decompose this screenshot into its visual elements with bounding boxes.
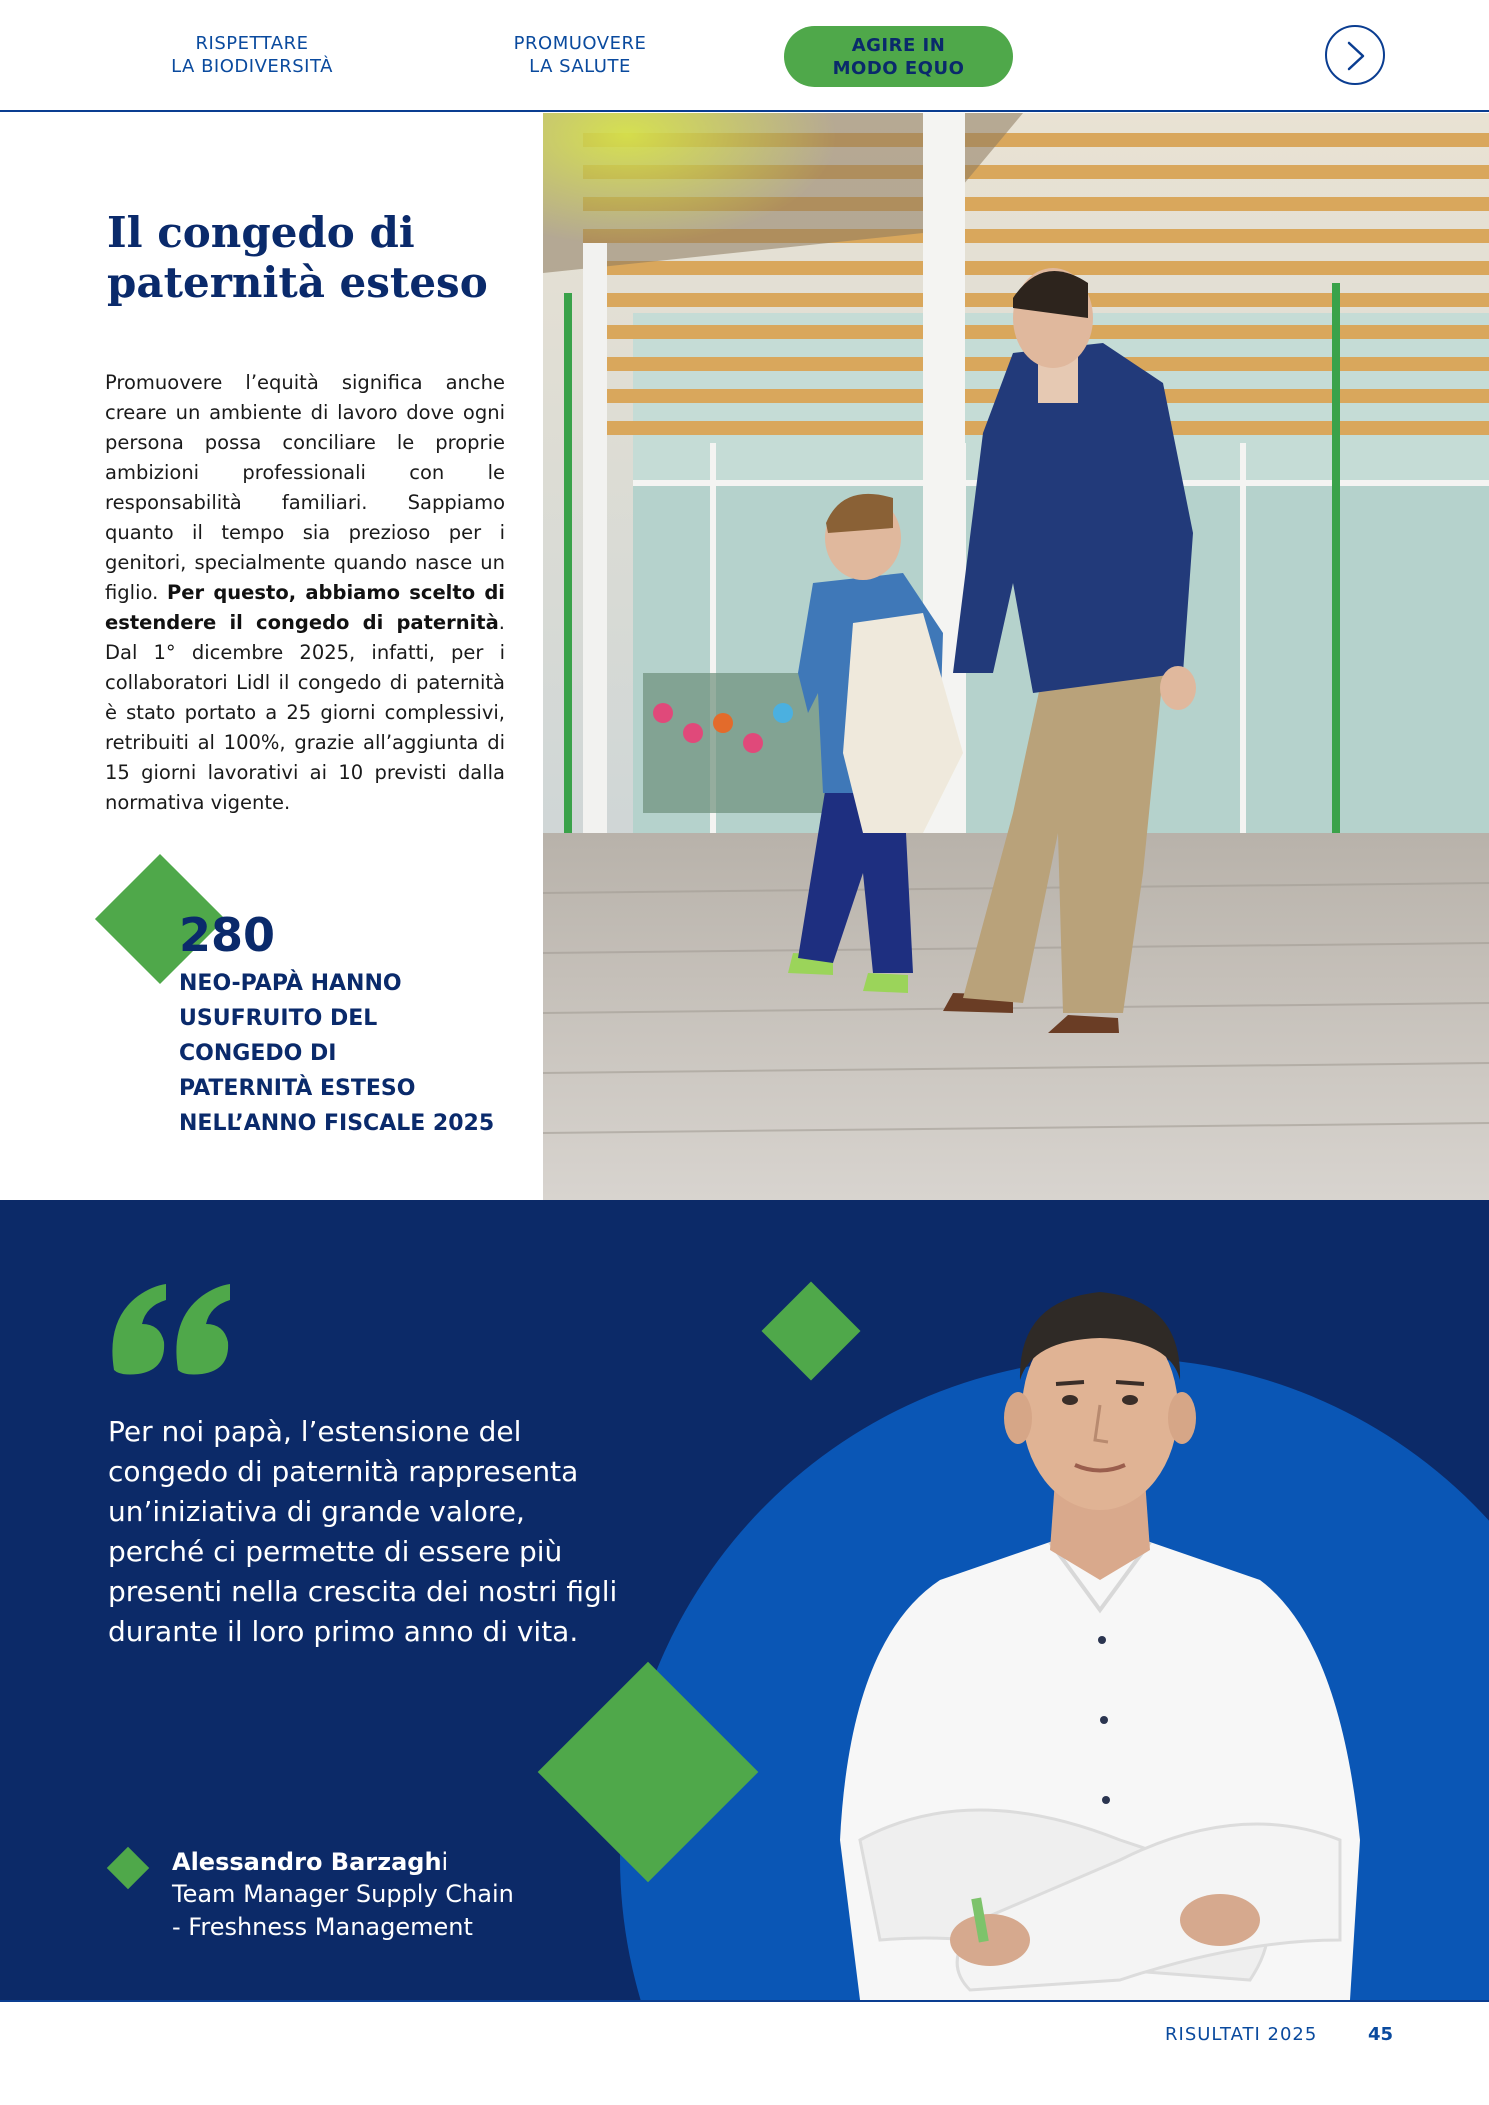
father-son-illustration [543, 113, 1489, 1200]
top-navigation [0, 0, 1489, 112]
body-text-part: Promuovere l’equità significa anche creare un ambiente di lavoro dove ogni persona possa conciliare le proprie ambizioni professionali con le responsabilità familiari. Sappiamo quanto il tempo sia prezioso per i genitori, specialmente quando nasce un figlio. [105, 371, 505, 604]
nav-tab-biodiversity[interactable] [122, 32, 382, 78]
stat-label-line: NEO-PAPÀ HANNO [179, 971, 402, 996]
quote-section [0, 1200, 1489, 2000]
article-body [105, 368, 505, 818]
stat-label-line: USUFRUITO DEL [179, 1006, 378, 1031]
nav-tab-line: PROMUOVERE [513, 33, 647, 54]
author-name [172, 1846, 448, 1878]
page-number: 45 [1368, 2024, 1394, 2045]
author-diamond-decoration [107, 1847, 149, 1889]
quote-line: congedo di paternità rappresenta [108, 1455, 579, 1488]
quote-line: perché ci permette di essere più [108, 1535, 563, 1568]
nav-tab-equity-active[interactable] [784, 26, 1013, 87]
author-name-rest: i [441, 1848, 449, 1876]
stat-label-line: PATERNITÀ ESTESO [179, 1076, 416, 1101]
father-son-photo [543, 113, 1489, 1200]
body-text-part: . Dal 1° dicembre 2025, infatti, per i collaboratori Lidl il congedo di paternità è stato portato a 25 giorni complessivi, retribuiti al 100%, grazie all’aggiunta di 15 giorni lavorativi ai 10 previsti dalla normativa vigente. [105, 611, 505, 814]
quote-line: Per noi papà, l’estensione del [108, 1415, 522, 1448]
stat-label-line: NELL’ANNO FISCALE 2025 [179, 1111, 495, 1136]
nav-tab-line: LA BIODIVERSITÀ [171, 56, 333, 77]
quote-line: un’iniziativa di grande valore, [108, 1495, 525, 1528]
author-name-bold: Alessandro Barzagh [172, 1848, 442, 1876]
stat-label [179, 966, 509, 1141]
stat-label-line: CONGEDO DI [179, 1041, 337, 1066]
nav-tab-line: LA SALUTE [529, 56, 631, 77]
nav-tab-health[interactable] [450, 32, 710, 78]
author-portrait [820, 1280, 1380, 2000]
quote-mark-icon [108, 1280, 232, 1376]
author-role-line: - Freshness Management [172, 1913, 473, 1941]
author-role [172, 1878, 572, 1944]
quote-text [108, 1412, 668, 1652]
stat-number: 280 [179, 908, 276, 962]
page-footer [0, 2000, 1489, 2105]
article-title [107, 208, 527, 308]
body-text-bold: Per questo, abbiamo scelto di estendere il congedo di paternità [105, 581, 505, 634]
nav-tab-line: AGIRE IN [851, 35, 946, 56]
title-line: Il congedo di [107, 208, 415, 257]
footer-section-label: RISULTATI 2025 [1165, 2024, 1318, 2045]
title-line: paternità esteso [107, 258, 488, 307]
quote-line: presenti nella crescita dei nostri figli [108, 1575, 618, 1608]
chevron-right-icon [1345, 41, 1367, 71]
nav-tab-line: MODO EQUO [832, 58, 965, 79]
nav-tab-line: RISPETTARE [195, 33, 309, 54]
author-role-line: Team Manager Supply Chain [172, 1880, 514, 1908]
quote-line: durante il loro primo anno di vita. [108, 1615, 579, 1648]
next-page-button[interactable] [1325, 25, 1385, 85]
